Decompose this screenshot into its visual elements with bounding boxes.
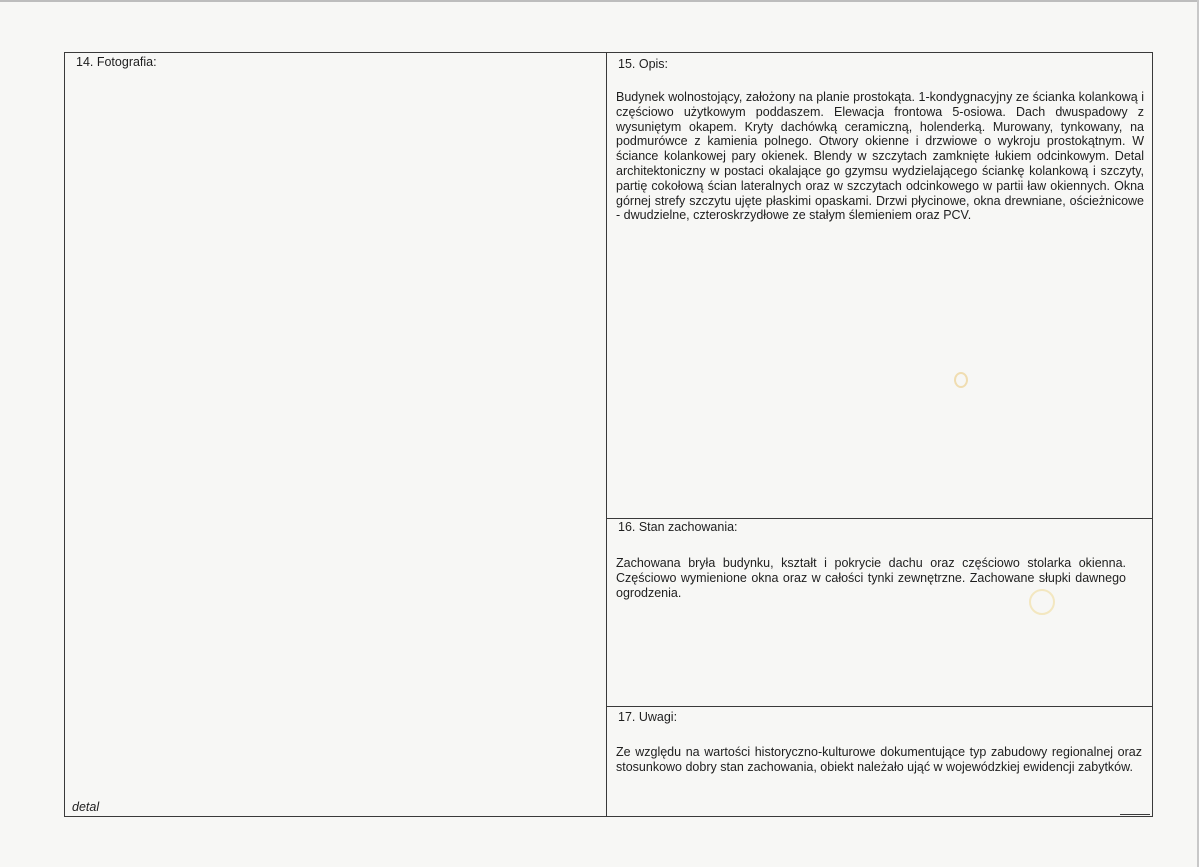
column-divider — [606, 52, 607, 817]
description-section-label: 15. Opis: — [618, 57, 669, 71]
row-divider-remarks — [606, 706, 1153, 707]
corner-mark — [1120, 814, 1150, 815]
row-divider-condition — [606, 518, 1153, 519]
photo-caption: detal — [72, 800, 100, 814]
condition-section-label: 16. Stan zachowania: — [618, 520, 738, 534]
photo-placeholder-area — [66, 72, 604, 792]
paper-stain — [1029, 589, 1055, 615]
paper-stain — [954, 372, 968, 388]
remarks-section-label: 17. Uwagi: — [618, 710, 678, 724]
scan-edge-top — [0, 0, 1199, 2]
condition-text: Zachowana bryła budynku, kształt i pokrycie dachu oraz częściowo stolarka okienna. Częściowo wymienione okna oraz w całości tynki zewnętrzne. Zachowane słupki dawnego ogrodzenia. — [616, 556, 1126, 600]
description-text: Budynek wolnostojący, założony na planie prostokąta. 1-kondygnacyjny ze ścianka kolankową i częściowo użytkowym poddaszem. Elewacja frontowa 5-osiowa. Dach dwuspadowy z wysuniętym okapem. Kryty dachówką ceramiczną, holenderką. Murowany, tynkowany, na podmurówce z kamienia polnego. Otwory okienne i drzwiowe o wykroju prostokątnym. W ściance kolankowej pary okienek. Blendy w szczytach zamknięte łukiem odcinkowym. Detal architektoniczny w postaci okalające go gzymsu wydzielającego ściankę kolankową i szczyty, partię cokołową ścian lateralnych oraz w szczytach odcinkowego w partii ław okiennych. Okna górnej strefy szczytu ujęte płaskimi opaskami. Drzwi płycinowe, okna drewniane, ościeżnicowe - dwudzielne, czteroskrzydłowe ze stałym ślemieniem oraz PCV. — [616, 90, 1144, 223]
remarks-text: Ze względu na wartości historyczno-kulturowe dokumentujące typ zabudowy regionalnej oraz stosunkowo dobry stan zachowania, obiekt należało ująć w wojewódzkiej ewidencji zabytków. — [616, 745, 1142, 774]
photo-section-label: 14. Fotografia: — [76, 55, 157, 69]
